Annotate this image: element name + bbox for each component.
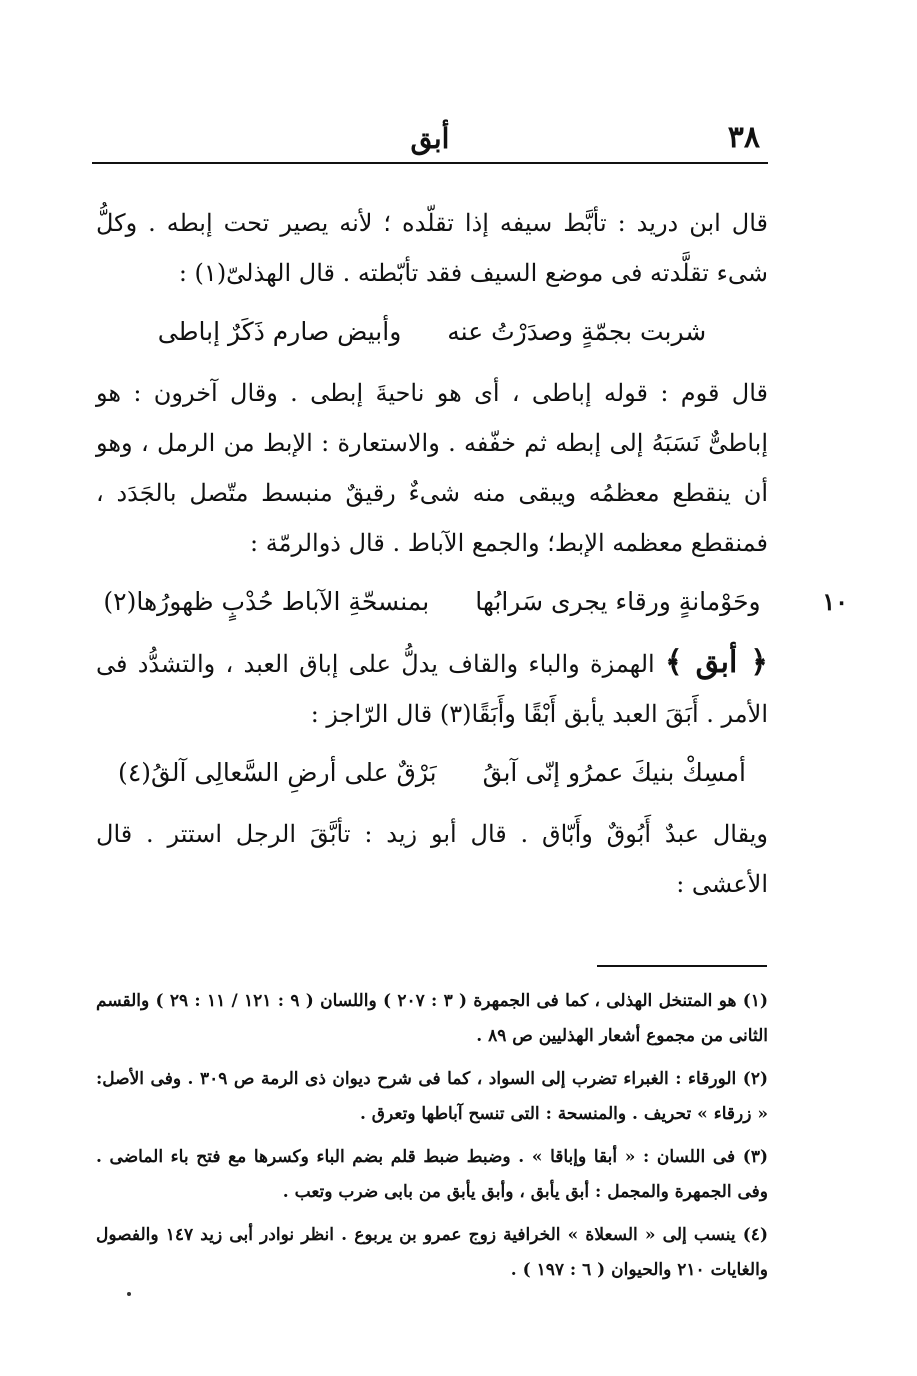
verse-first-hemistich: شربت بجمّةٍ وصدَرْتُ عنه xyxy=(447,317,707,346)
entry-abq xyxy=(96,638,768,739)
verse-first-hemistich: وحَوْمانةٍ ورقاء يجرى سَرابُها xyxy=(475,587,761,616)
verse-hudhali xyxy=(96,304,768,360)
footnote: (١) هو المتنخل الهذلى ، كما فى الجمهرة ( ٣ : ٢٠٧ ) واللسان ( ٩ : ١٢١ / ١١ : ٢٩ ) والقسم الثانى من مجموع أشعار الهذليين ص ٨٩ . xyxy=(96,991,768,1046)
page-number: ٣٨ xyxy=(727,120,760,155)
verse-second-hemistich: بَرْقٌ على أرضِ السَّعالِى آلقُ(٤) xyxy=(118,758,437,787)
footnote: (٤) ينسب إلى « السعلاة » الخرافية زوج عمرو بن يربوع . انظر نوادر أبى زيد ١٤٧ والفصول والغايات ٢١٠ والحيوان ( ٦ : ١٩٧ ) . xyxy=(96,1225,768,1280)
footnote: (٢) الورقاء : الغبراء تضرب إلى السواد ، كما فى شرح ديوان ذى الرمة ص ٣٠٩ . وفى الأصل: « زرقاء » تحريف . والمنسحة : التى تنسح آباطها وتعرق . xyxy=(96,1069,769,1124)
verse-second-hemistich: وأبيض صارم ذَكَرٌ إباطى xyxy=(157,317,402,346)
footnote-rule xyxy=(597,965,767,967)
footnotes xyxy=(96,984,768,1296)
header-rule xyxy=(92,162,768,164)
paragraph-abu-zayd: ويقال عبدٌ أَبُوقٌ وأَبّاق . قال أبو زيد : تأبَّقَ الرجل استتر . قال الأعشى : xyxy=(96,820,768,898)
entry-definition: الهمزة والباء والقاف يدلُّ على إباق العبد ، والتشدُّد فى الأمر . أَبَقَ العبد يأبق أَبْقًا وأَبَقًا(٣) قال الرّاجز : xyxy=(96,650,768,728)
line-number: ١٠ xyxy=(822,587,848,616)
main-text xyxy=(96,198,848,915)
verse-second-hemistich: بمنسحّةِ الآباط حُدْبٍ ظهورُها(٢) xyxy=(103,587,430,616)
entry-headword: ﴿ أبق ﴾ xyxy=(665,645,768,680)
paragraph-ibn-durayd: قال ابن دريد : تأبَّط سيفه إذا تقلّده ؛ لأنه يصير تحت إبطه . وكلُّ شىء تقلَّدته فى موضع السيف فقد تأبّطته . قال الهذلىّ(١) : xyxy=(96,209,769,287)
verse-rajiz xyxy=(96,745,768,801)
footnote: (٣) فى اللسان : « أبقا وإباقا » . وضبط ضبط قلم بضم الباء وكسرها مع فتح باء الماضى . وفى الجمهرة والمجمل : أبق يأبق ، وأبق يأبق من بابى ضرب وتعب . xyxy=(96,1147,768,1202)
ink-speck xyxy=(127,1292,131,1296)
verse-first-hemistich: أمسِكْ بنيكَ عمرُو إنّى آبقُ xyxy=(482,758,746,787)
verse-dhu-al-rumma xyxy=(96,574,848,630)
running-head: أبق xyxy=(410,122,450,155)
paragraph-ibat: قال قوم : قوله إباطى ، أى هو ناحيةَ إبطى . وقال آخرون : هو إباطىٌّ نَسَبَهُ إلى إبطه ثم خفّفه . والاستعارة : الإبط من الرمل ، وهو أن ينقطع معظمُه ويبقى منه شىءٌ رقيقٌ منبسط متّصل بالجَدَد ، فمنقطع معظمه الإبط؛ والجمع الآباط . قال ذوالرمّة : xyxy=(96,379,768,557)
page-header xyxy=(92,112,768,164)
